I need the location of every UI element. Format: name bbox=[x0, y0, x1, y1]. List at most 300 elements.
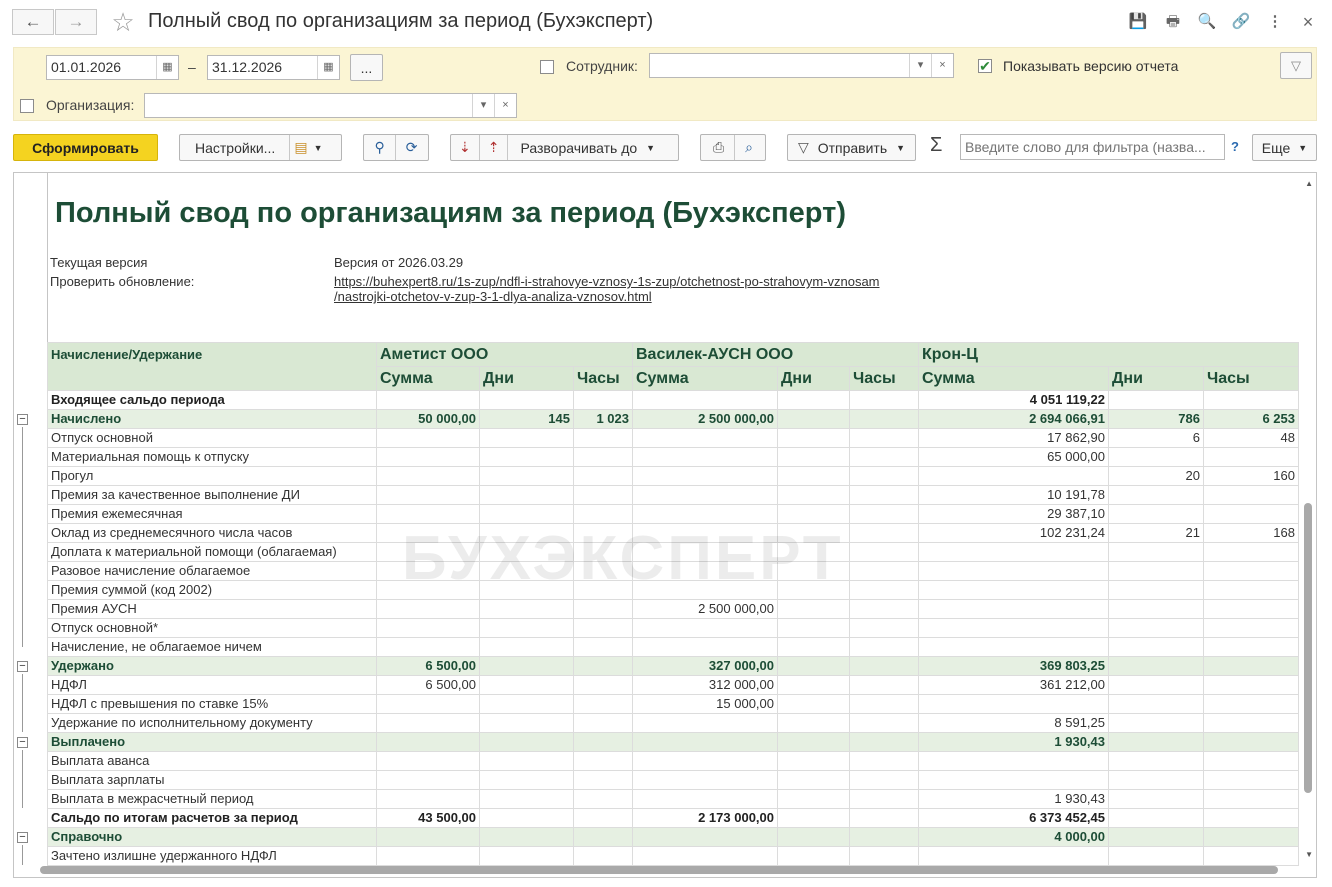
group-row[interactable] bbox=[48, 657, 1299, 676]
table-cell[interactable] bbox=[850, 676, 919, 695]
table-cell[interactable] bbox=[850, 581, 919, 600]
table-cell[interactable] bbox=[1109, 733, 1204, 752]
report-area[interactable] bbox=[13, 172, 1317, 878]
sum-icon[interactable]: Σ bbox=[930, 134, 943, 156]
table-cell[interactable] bbox=[633, 828, 778, 847]
table-cell[interactable] bbox=[919, 619, 1109, 638]
table-cell[interactable] bbox=[480, 638, 574, 657]
row-label[interactable]: Доплата к материальной помощи (облагаемая) bbox=[48, 543, 377, 562]
table-cell[interactable] bbox=[480, 733, 574, 752]
table-cell[interactable] bbox=[574, 391, 633, 410]
table-cell[interactable]: 2 500 000,00 bbox=[633, 600, 778, 619]
table-cell[interactable] bbox=[1109, 695, 1204, 714]
table-cell[interactable] bbox=[574, 486, 633, 505]
table-cell[interactable]: 6 bbox=[1109, 429, 1204, 448]
table-cell[interactable] bbox=[919, 467, 1109, 486]
settings-button[interactable] bbox=[179, 134, 342, 161]
table-cell[interactable] bbox=[377, 505, 480, 524]
table-cell[interactable] bbox=[1109, 505, 1204, 524]
chevron-down-icon[interactable]: ▼ bbox=[313, 142, 323, 153]
update-link[interactable] bbox=[334, 274, 880, 304]
row-label[interactable]: Выплата аванса bbox=[48, 752, 377, 771]
table-cell[interactable]: 8 591,25 bbox=[919, 714, 1109, 733]
table-cell[interactable]: 43 500,00 bbox=[377, 809, 480, 828]
table-cell[interactable] bbox=[919, 581, 1109, 600]
table-row[interactable] bbox=[48, 676, 1299, 695]
row-label[interactable]: Разовое начисление облагаемое bbox=[48, 562, 377, 581]
table-cell[interactable] bbox=[778, 657, 850, 676]
table-cell[interactable]: 15 000,00 bbox=[633, 695, 778, 714]
table-cell[interactable] bbox=[480, 429, 574, 448]
favorite-star-icon[interactable]: ☆ bbox=[111, 7, 135, 37]
table-row[interactable] bbox=[48, 638, 1299, 657]
table-cell[interactable] bbox=[480, 828, 574, 847]
table-cell[interactable] bbox=[1204, 505, 1299, 524]
table-cell[interactable] bbox=[480, 695, 574, 714]
table-cell[interactable] bbox=[850, 809, 919, 828]
table-cell[interactable]: 361 212,00 bbox=[919, 676, 1109, 695]
table-cell[interactable] bbox=[1204, 828, 1299, 847]
table-cell[interactable] bbox=[1109, 619, 1204, 638]
table-cell[interactable]: 65 000,00 bbox=[919, 448, 1109, 467]
table-cell[interactable] bbox=[633, 638, 778, 657]
table-cell[interactable] bbox=[377, 600, 480, 619]
date-to-field[interactable] bbox=[207, 55, 340, 80]
forward-button[interactable] bbox=[55, 9, 97, 35]
table-cell[interactable] bbox=[850, 771, 919, 790]
table-cell[interactable] bbox=[778, 467, 850, 486]
filter-button[interactable] bbox=[1280, 52, 1312, 79]
table-cell[interactable]: 312 000,00 bbox=[633, 676, 778, 695]
table-cell[interactable]: 50 000,00 bbox=[377, 410, 480, 429]
more-button[interactable] bbox=[1252, 134, 1317, 161]
table-cell[interactable]: 327 000,00 bbox=[633, 657, 778, 676]
chevron-down-icon[interactable]: ▼ bbox=[646, 142, 656, 153]
table-cell[interactable] bbox=[1109, 809, 1204, 828]
table-cell[interactable] bbox=[1109, 543, 1204, 562]
table-cell[interactable] bbox=[574, 695, 633, 714]
close-icon[interactable]: × bbox=[1302, 12, 1314, 32]
table-row[interactable] bbox=[48, 695, 1299, 714]
generate-report-button[interactable]: Сформировать bbox=[13, 134, 158, 161]
table-cell[interactable] bbox=[480, 771, 574, 790]
table-cell[interactable] bbox=[480, 809, 574, 828]
row-label[interactable]: Выплата зарплаты bbox=[48, 771, 377, 790]
table-cell[interactable] bbox=[778, 600, 850, 619]
table-cell[interactable] bbox=[633, 733, 778, 752]
link-icon[interactable]: 🔗 bbox=[1231, 13, 1251, 30]
update-link-line-2[interactable]: /nastrojki-otchetov-v-zup-3-1-dlya-analiza-vznosov.html bbox=[334, 289, 652, 304]
row-label[interactable]: Премия суммой (код 2002) bbox=[48, 581, 377, 600]
table-cell[interactable] bbox=[574, 828, 633, 847]
table-cell[interactable]: 4 051 119,22 bbox=[919, 391, 1109, 410]
table-cell[interactable]: 160 bbox=[1204, 467, 1299, 486]
table-cell[interactable]: 21 bbox=[1109, 524, 1204, 543]
row-label[interactable]: Премия АУСН bbox=[48, 600, 377, 619]
table-cell[interactable] bbox=[850, 638, 919, 657]
table-cell[interactable] bbox=[1204, 657, 1299, 676]
table-cell[interactable] bbox=[574, 600, 633, 619]
table-cell[interactable] bbox=[574, 771, 633, 790]
print-preview-icon[interactable]: ⌕ bbox=[745, 139, 754, 155]
date-from-field[interactable] bbox=[46, 55, 179, 80]
table-cell[interactable] bbox=[1109, 752, 1204, 771]
table-cell[interactable] bbox=[1204, 581, 1299, 600]
table-cell[interactable] bbox=[850, 448, 919, 467]
table-cell[interactable] bbox=[377, 695, 480, 714]
table-cell[interactable] bbox=[377, 752, 480, 771]
table-cell[interactable] bbox=[633, 790, 778, 809]
table-cell[interactable] bbox=[480, 657, 574, 676]
table-cell[interactable]: 2 173 000,00 bbox=[633, 809, 778, 828]
table-cell[interactable] bbox=[377, 714, 480, 733]
row-label[interactable]: Премия за качественное выполнение ДИ bbox=[48, 486, 377, 505]
vertical-scrollbar[interactable] bbox=[1302, 173, 1316, 878]
table-cell[interactable] bbox=[1109, 714, 1204, 733]
table-cell[interactable] bbox=[377, 448, 480, 467]
table-row[interactable] bbox=[48, 467, 1299, 486]
table-cell[interactable] bbox=[1109, 657, 1204, 676]
table-cell[interactable]: 2 694 066,91 bbox=[919, 410, 1109, 429]
settings-label: Настройки... bbox=[195, 139, 276, 156]
scroll-down-icon[interactable]: ▼ bbox=[1305, 850, 1313, 859]
sort-desc-icon[interactable]: ⇣ bbox=[459, 139, 471, 155]
row-label[interactable]: Оклад из среднемесячного числа часов bbox=[48, 524, 377, 543]
table-cell[interactable] bbox=[1109, 828, 1204, 847]
preview-icon[interactable]: 🔍 bbox=[1197, 13, 1217, 30]
table-cell[interactable]: 48 bbox=[1204, 429, 1299, 448]
group-row[interactable] bbox=[48, 410, 1299, 429]
table-cell[interactable] bbox=[480, 619, 574, 638]
row-label[interactable]: Выплачено bbox=[48, 733, 377, 752]
table-cell[interactable] bbox=[850, 695, 919, 714]
scroll-up-icon[interactable]: ▲ bbox=[1305, 179, 1313, 188]
table-cell[interactable]: 6 373 452,45 bbox=[919, 809, 1109, 828]
table-cell[interactable] bbox=[480, 467, 574, 486]
table-cell[interactable] bbox=[1109, 448, 1204, 467]
table-row[interactable] bbox=[48, 752, 1299, 771]
table-cell[interactable] bbox=[778, 486, 850, 505]
table-cell[interactable] bbox=[850, 619, 919, 638]
table-cell[interactable]: 17 862,90 bbox=[919, 429, 1109, 448]
table-cell[interactable] bbox=[480, 676, 574, 695]
table-cell[interactable] bbox=[574, 676, 633, 695]
table-cell[interactable] bbox=[850, 733, 919, 752]
table-cell[interactable]: 10 191,78 bbox=[919, 486, 1109, 505]
table-cell[interactable] bbox=[850, 752, 919, 771]
table-cell[interactable] bbox=[1204, 600, 1299, 619]
table-cell[interactable] bbox=[574, 657, 633, 676]
table-cell[interactable] bbox=[377, 619, 480, 638]
table-cell[interactable] bbox=[778, 410, 850, 429]
table-cell[interactable] bbox=[778, 391, 850, 410]
table-cell[interactable]: 145 bbox=[480, 410, 574, 429]
table-cell[interactable] bbox=[574, 714, 633, 733]
search-icon[interactable]: ⚲ bbox=[374, 139, 385, 155]
row-label[interactable]: Отпуск основной bbox=[48, 429, 377, 448]
table-cell[interactable] bbox=[778, 809, 850, 828]
table-cell[interactable] bbox=[574, 619, 633, 638]
table-cell[interactable] bbox=[1204, 695, 1299, 714]
table-cell[interactable] bbox=[377, 486, 480, 505]
print-icon[interactable]: 🖶 bbox=[1165, 13, 1181, 30]
table-cell[interactable] bbox=[377, 733, 480, 752]
table-cell[interactable] bbox=[1109, 391, 1204, 410]
table-row[interactable] bbox=[48, 448, 1299, 467]
table-cell[interactable] bbox=[1204, 543, 1299, 562]
row-label[interactable]: Удержание по исполнительному документу bbox=[48, 714, 377, 733]
table-cell[interactable] bbox=[1204, 448, 1299, 467]
row-label[interactable]: НДФЛ bbox=[48, 676, 377, 695]
table-row[interactable] bbox=[48, 505, 1299, 524]
table-cell[interactable] bbox=[1204, 676, 1299, 695]
table-cell[interactable] bbox=[850, 600, 919, 619]
table-cell[interactable] bbox=[574, 467, 633, 486]
category-header: Начисление/Удержание bbox=[48, 343, 377, 391]
table-cell[interactable] bbox=[778, 790, 850, 809]
back-button[interactable] bbox=[12, 9, 54, 35]
send-button[interactable] bbox=[787, 134, 916, 161]
expand-to-label[interactable]: Разворачивать до bbox=[520, 139, 638, 156]
table-cell[interactable] bbox=[1204, 638, 1299, 657]
row-label[interactable]: Начислено bbox=[48, 410, 377, 429]
table-cell[interactable] bbox=[377, 771, 480, 790]
table-cell[interactable] bbox=[633, 391, 778, 410]
collapse-icon[interactable]: − bbox=[17, 832, 28, 843]
filter-search-input[interactable] bbox=[960, 134, 1225, 160]
table-cell[interactable] bbox=[633, 448, 778, 467]
table-cell[interactable] bbox=[480, 790, 574, 809]
table-cell[interactable] bbox=[919, 562, 1109, 581]
update-link-line-1[interactable]: https://buhexpert8.ru/1s-zup/ndfl-i-strahovye-vznosy-1s-zup/otchetnost-po-strahovym-vznosam bbox=[334, 274, 880, 289]
row-label[interactable]: Удержано bbox=[48, 657, 377, 676]
table-cell[interactable] bbox=[1109, 638, 1204, 657]
employee-checkbox[interactable] bbox=[540, 60, 554, 74]
table-cell[interactable] bbox=[480, 600, 574, 619]
table-cell[interactable] bbox=[850, 562, 919, 581]
table-cell[interactable] bbox=[480, 391, 574, 410]
total-row[interactable] bbox=[48, 809, 1299, 828]
table-cell[interactable] bbox=[1109, 600, 1204, 619]
show-version-checkbox[interactable]: ✔ bbox=[979, 58, 991, 74]
table-row[interactable] bbox=[48, 714, 1299, 733]
table-cell[interactable]: 6 500,00 bbox=[377, 676, 480, 695]
table-cell[interactable] bbox=[850, 467, 919, 486]
table-cell[interactable] bbox=[480, 448, 574, 467]
printer-icon[interactable]: ⎙ bbox=[712, 139, 725, 155]
save-icon[interactable]: 💾 bbox=[1128, 13, 1148, 30]
table-cell[interactable] bbox=[377, 467, 480, 486]
table-cell[interactable] bbox=[1109, 771, 1204, 790]
group-row[interactable] bbox=[48, 733, 1299, 752]
table-cell[interactable] bbox=[1204, 619, 1299, 638]
table-cell[interactable] bbox=[778, 505, 850, 524]
table-cell[interactable] bbox=[919, 543, 1109, 562]
table-cell[interactable] bbox=[850, 657, 919, 676]
dropdown-icon[interactable]: ▾ bbox=[472, 94, 494, 117]
table-cell[interactable] bbox=[850, 714, 919, 733]
horizontal-scrollbar[interactable] bbox=[14, 863, 1304, 877]
table-cell[interactable]: 29 387,10 bbox=[919, 505, 1109, 524]
table-cell[interactable] bbox=[778, 429, 850, 448]
table-row[interactable] bbox=[48, 429, 1299, 448]
table-cell[interactable] bbox=[1204, 771, 1299, 790]
total-row[interactable] bbox=[48, 391, 1299, 410]
table-cell[interactable]: 102 231,24 bbox=[919, 524, 1109, 543]
table-cell[interactable] bbox=[850, 828, 919, 847]
table-cell[interactable] bbox=[778, 448, 850, 467]
clear-icon[interactable]: × bbox=[931, 54, 953, 77]
organization-field[interactable] bbox=[144, 93, 517, 118]
table-cell[interactable] bbox=[850, 790, 919, 809]
table-cell[interactable] bbox=[480, 714, 574, 733]
table-cell[interactable] bbox=[633, 771, 778, 790]
send-icon: ▽ bbox=[797, 139, 809, 155]
table-cell[interactable] bbox=[377, 828, 480, 847]
table-row[interactable] bbox=[48, 771, 1299, 790]
table-cell[interactable]: 1 023 bbox=[574, 410, 633, 429]
table-cell[interactable] bbox=[633, 619, 778, 638]
sort-asc-icon[interactable]: ⇡ bbox=[487, 139, 500, 155]
row-label[interactable]: Премия ежемесячная bbox=[48, 505, 377, 524]
table-cell[interactable] bbox=[1204, 733, 1299, 752]
table-cell[interactable] bbox=[850, 391, 919, 410]
row-label[interactable]: Справочно bbox=[48, 828, 377, 847]
row-label[interactable]: Прогул bbox=[48, 467, 377, 486]
table-cell[interactable] bbox=[377, 429, 480, 448]
search-refresh-icon[interactable]: ⟳ bbox=[405, 139, 418, 155]
table-cell[interactable] bbox=[480, 752, 574, 771]
table-row[interactable] bbox=[48, 600, 1299, 619]
table-cell[interactable] bbox=[850, 486, 919, 505]
clear-icon[interactable]: × bbox=[494, 94, 516, 117]
table-cell[interactable] bbox=[778, 638, 850, 657]
row-label[interactable]: Отпуск основной* bbox=[48, 619, 377, 638]
table-cell[interactable] bbox=[633, 429, 778, 448]
period-select-button[interactable]: ... bbox=[350, 54, 383, 81]
row-label[interactable]: Сальдо по итогам расчетов за период bbox=[48, 809, 377, 828]
table-cell[interactable] bbox=[919, 771, 1109, 790]
table-cell[interactable] bbox=[574, 809, 633, 828]
report-variant-icon[interactable]: ▤ bbox=[294, 139, 308, 155]
row-label[interactable]: НДФЛ с превышения по ставке 15% bbox=[48, 695, 377, 714]
table-cell[interactable] bbox=[633, 505, 778, 524]
dropdown-icon[interactable]: ▾ bbox=[909, 54, 931, 77]
table-cell[interactable]: 1 930,43 bbox=[919, 733, 1109, 752]
table-cell[interactable] bbox=[574, 733, 633, 752]
collapse-icon[interactable]: − bbox=[17, 661, 28, 672]
row-label[interactable]: Входящее сальдо периода bbox=[48, 391, 377, 410]
table-cell[interactable] bbox=[850, 410, 919, 429]
table-cell[interactable] bbox=[778, 619, 850, 638]
row-label[interactable]: Материальная помощь к отпуску bbox=[48, 448, 377, 467]
table-cell[interactable] bbox=[633, 752, 778, 771]
row-label[interactable]: Зачтено излишне удержанного НДФЛ bbox=[48, 847, 377, 866]
table-cell[interactable] bbox=[1204, 809, 1299, 828]
table-cell[interactable] bbox=[1204, 714, 1299, 733]
group-row[interactable] bbox=[48, 828, 1299, 847]
table-cell[interactable] bbox=[919, 752, 1109, 771]
table-cell[interactable] bbox=[850, 429, 919, 448]
vertical-scroll-thumb[interactable] bbox=[1304, 503, 1312, 793]
table-cell[interactable] bbox=[1109, 676, 1204, 695]
column-header: Сумма bbox=[633, 367, 778, 391]
row-label[interactable]: Выплата в межрасчетный период bbox=[48, 790, 377, 809]
table-cell[interactable] bbox=[778, 714, 850, 733]
calendar-icon[interactable]: ▦ bbox=[156, 56, 178, 79]
table-cell[interactable] bbox=[1109, 486, 1204, 505]
table-cell[interactable] bbox=[574, 790, 633, 809]
table-cell[interactable] bbox=[633, 714, 778, 733]
table-cell[interactable]: 6 500,00 bbox=[377, 657, 480, 676]
table-cell[interactable]: 2 500 000,00 bbox=[633, 410, 778, 429]
table-row[interactable] bbox=[48, 619, 1299, 638]
table-cell[interactable] bbox=[574, 448, 633, 467]
table-cell[interactable]: 20 bbox=[1109, 467, 1204, 486]
table-cell[interactable]: 1 930,43 bbox=[919, 790, 1109, 809]
table-cell[interactable] bbox=[574, 505, 633, 524]
table-cell[interactable] bbox=[778, 752, 850, 771]
table-row[interactable] bbox=[48, 486, 1299, 505]
organization-checkbox[interactable] bbox=[20, 99, 34, 113]
row-label[interactable]: Начисление, не облагаемое ничем bbox=[48, 638, 377, 657]
more-icon[interactable]: ⋮ bbox=[1267, 13, 1283, 30]
table-cell[interactable]: 369 803,25 bbox=[919, 657, 1109, 676]
table-cell[interactable]: 168 bbox=[1204, 524, 1299, 543]
table-cell[interactable] bbox=[1109, 790, 1204, 809]
table-cell[interactable] bbox=[377, 790, 480, 809]
collapse-icon[interactable]: − bbox=[17, 737, 28, 748]
table-cell[interactable] bbox=[850, 543, 919, 562]
table-cell[interactable] bbox=[778, 733, 850, 752]
table-cell[interactable]: 786 bbox=[1109, 410, 1204, 429]
table-cell[interactable] bbox=[480, 486, 574, 505]
table-cell[interactable] bbox=[377, 391, 480, 410]
table-cell[interactable] bbox=[919, 695, 1109, 714]
table-row[interactable] bbox=[48, 790, 1299, 809]
table-cell[interactable] bbox=[1204, 752, 1299, 771]
table-cell[interactable] bbox=[633, 467, 778, 486]
table-cell[interactable] bbox=[850, 505, 919, 524]
table-cell[interactable] bbox=[778, 695, 850, 714]
table-cell[interactable] bbox=[919, 600, 1109, 619]
table-cell[interactable] bbox=[919, 638, 1109, 657]
table-cell[interactable] bbox=[480, 505, 574, 524]
help-icon[interactable]: ? bbox=[1231, 139, 1239, 154]
table-cell[interactable] bbox=[850, 524, 919, 543]
table-cell[interactable] bbox=[778, 828, 850, 847]
table-cell[interactable] bbox=[574, 429, 633, 448]
table-cell[interactable] bbox=[778, 771, 850, 790]
table-cell[interactable] bbox=[1109, 562, 1204, 581]
table-cell[interactable] bbox=[1204, 790, 1299, 809]
collapse-icon[interactable]: − bbox=[17, 414, 28, 425]
table-cell[interactable]: 6 253 bbox=[1204, 410, 1299, 429]
table-cell[interactable] bbox=[633, 486, 778, 505]
table-cell[interactable] bbox=[574, 638, 633, 657]
table-cell[interactable] bbox=[377, 638, 480, 657]
table-cell[interactable] bbox=[1204, 391, 1299, 410]
table-cell[interactable] bbox=[574, 752, 633, 771]
table-cell[interactable] bbox=[1109, 581, 1204, 600]
horizontal-scroll-thumb[interactable] bbox=[40, 866, 1278, 874]
table-cell[interactable] bbox=[1204, 562, 1299, 581]
table-cell[interactable]: 4 000,00 bbox=[919, 828, 1109, 847]
table-cell[interactable] bbox=[1204, 486, 1299, 505]
calendar-icon[interactable]: ▦ bbox=[317, 56, 339, 79]
employee-field[interactable] bbox=[649, 53, 954, 78]
table-cell[interactable] bbox=[778, 676, 850, 695]
